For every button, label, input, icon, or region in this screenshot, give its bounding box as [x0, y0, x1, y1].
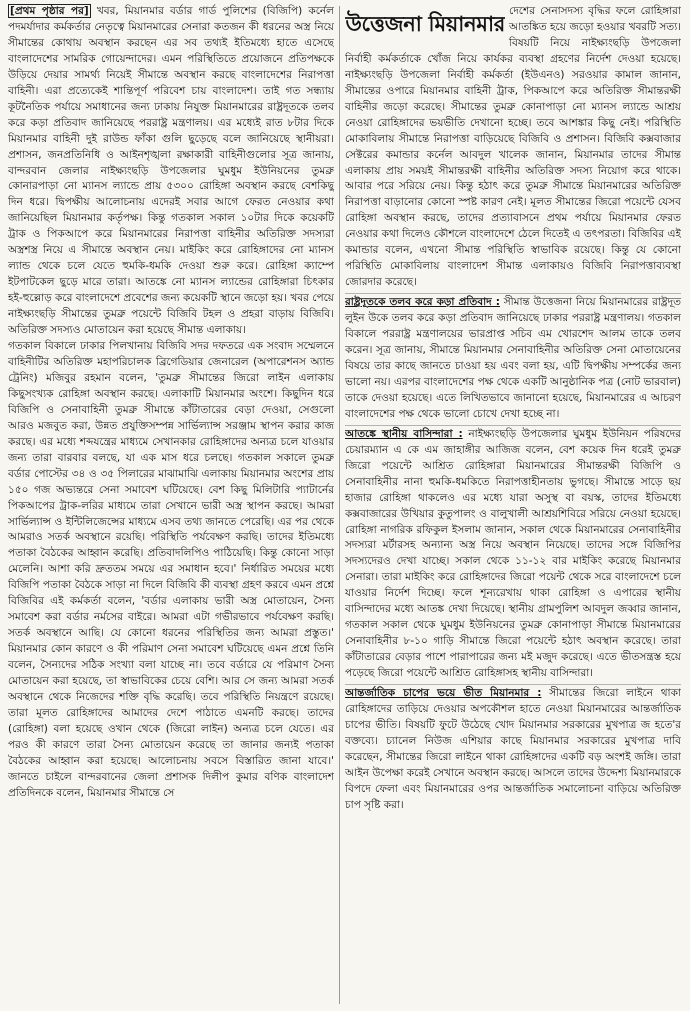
column-divider: [339, 6, 340, 1004]
left-column: [8, 4, 334, 1008]
section-rule: [345, 293, 681, 294]
continuation-tag-text: প্রথম পৃষ্ঠার পর: [14, 5, 84, 17]
subhead-international: আন্তর্জাতিক চাপের ভয়ে ভীত মিয়ানমার :: [345, 687, 542, 700]
section-international-text: সীমান্তের জিরো লাইনে থাকা রোহিঙ্গাদের তাড়িয়ে দেওয়ার অপকৌশল হাতে নেওয়া মিয়ানমারের আন্তর্জাতিক চাপের ভীতি। বিষয়টি ফুটে উঠেছে খোদ মিয়ানমার সরকারের মুখপাত্র জ হতে'র বক্তব্যে। চ্যানেল নিউজ এশিয়ার কাছে মিয়ানমার সরকারের মুখপাত্র দাবি করেছেন, সীমান্তের জিরো লাইনে থাকা রোহিঙ্গাদের একটি বড় অংশই জঙ্গি। তারা আইন উপেক্ষা করেই সেখানে অবস্থান করছে। আসলে তাদের উদ্দেশ্য মিয়ানমারকে বিপদে ফেলা এবং মিয়ানমারের ওপর আন্তর্জাতিক সমালোচনা বাড়িয়ে অতিরিক্ত চাপ সৃষ্টি করা।: [345, 687, 681, 811]
section-rule: [345, 684, 681, 685]
subhead-ambassador: রাষ্ট্রদূতকে তলব করে কড়া প্রতিবাদ :: [345, 296, 500, 309]
section-international: [345, 686, 681, 814]
left-paragraph-2: গতকাল বিকালে ঢাকার পিলখানায় বিজিবি সদর দফতরে এক সংবাদ সম্মেলনে বাহিনীটির অতিরিক্ত মহাপরিচালক ব্রিগেডিয়ার জেনারেল (অপারেশনস অ্যান্ড ট্রেনিং) মজিবুর রহমান বলেন, 'তুমব্রু সীমান্তের জিরো লাইন এলাকায় কিছুসংখ্যক রোহিঙ্গা অবস্থান করছে। এলাকাটি মিয়ানমার অংশে। কিছুদিন ধরে বিজিপি ও সেনাবাহিনী তুমব্রু সীমান্তে কাঁটাতারের বেড়া দেওয়া, সেগুলো আরও মজবুত করা, উন্নত প্রযুক্তিসম্পন্ন সার্ভিল্যান্স সরঞ্জাম স্থাপন করার কাজ করছে। এর মধ্যে শব্দযন্ত্রের মাধ্যমে সেখানকার রোহিঙ্গাদের অন্যত্র চলে যাওয়ার জন্য তারা বারবার বলছে, যা এক মাস ধরে চলছে। গতকাল সকালে তুমব্রু বর্ডার পোস্টের ৩৪ ও ৩৫ পিলারের মাঝামাঝি এলাকায় মিয়ানমার অংশের প্রায় ১৫০ গজ অভ্যন্তরে সেনা সমাবেশ ঘটিয়েছে। বেশ কিছু মিলিটারি প্যাটার্নের পিকআপের ট্রাক-লরির মাধ্যমে তারা সেখানে ভারী অস্ত্র স্থাপন করছে। আমরা সার্ভিল্যান্স ও ইন্টিলিজেন্সের মাধ্যমে এসব তথ্য জানতে পেরেছি। এর পর থেকে আমরাও সতর্ক অবস্থানে রয়েছি। পরিস্থিতি পর্যবেক্ষণ করছি। তাদের ইতিমধ্যে পতাকা বৈঠকের আহ্বান করেছি। প্রতিবাদলিপিও পাঠিয়েছি। কিন্তু কোনো সাড়া মেলেনি। আশা করি দ্রুততম সময়ে এর সমাধান হবে।' নির্ধারিত সময়ের মধ্যে বিজিপি পতাকা বৈঠকে সাড়া না দিলে বিজিবি কী ব্যবস্থা গ্রহণ করবে এমন প্রশ্নে বিজিবির এই কর্মকর্তা বলেন, 'বর্ডার এলাকায় ভারী অস্ত্র মোতায়েন, সৈন্য সমাবেশ করা বর্ডার নর্মসের বাইরে। আমরা এটা গভীরভাবে পর্যবেক্ষণ করছি। সতর্ক অবস্থানে আছি। যে কোনো ধরনের পরিস্থিতির জন্য আমরা প্রস্তুত।' মিয়ানমার কোন কারণে ও কী পরিমাণ সেনা সমাবেশ ঘটিয়েছে এমন প্রশ্নে তিনি বলেন, সৈন্যদের সঠিক সংখ্যা বলা যাচ্ছে না। তবে বর্ডারে যে পরিমাণ সৈন্য মোতায়েন করা হয়েছে, তা স্বাভাবিকের চেয়ে বেশি। আর সে জন্য আমরা সতর্ক অবস্থানে থেকে নিজেদের শক্তি বৃদ্ধি করেছি। তবে পরিস্থিতি নিয়ন্ত্রণে রয়েছে। তারা মূলত রোহিঙ্গাদের আমাদের দেশে পাঠাতে এমনটি করছে। তাদের (রোহিঙ্গা) বলা হয়েছে ওখান থেকে (জিরো লাইন) অন্যত্র চলে যেতে। এর পরও কী কারণে তারা সৈন্য মোতায়েন করেছে তা জানার জন্যই পতাকা বৈঠকের আহ্বান করা হয়েছে। আলোচনায় সবসে বিস্তারিত জানা যাবে।' জানতে চাইলে বান্দরবানের জেলা প্রশাসক দিলীপ কুমার বণিক বাংলাদেশ প্রতিদিনকে বলেন, মিয়ানমার সীমান্তে সে: [8, 340, 334, 799]
right-column: [345, 4, 681, 1008]
left-paragraph-1: [8, 4, 334, 339]
section-residents-text: নাইক্ষ্যংছড়ি উপজেলার ঘুমধুম ইউনিয়ন পরিষদের চেয়ারম্যান এ কে এম জাহাঙ্গীর আজিজ বলেন, বেশ কয়েক দিন ধরেই তুমব্রু জিরো পয়েন্টে আশ্রিত রোহিঙ্গারা মিয়ানমারের সীমান্তরক্ষী বিজিপি ও সেনাবাহিনীর নানা হুমকি-ধমকিতে নিরাপত্তাহীনতায় ভুগছে। সীমান্তে সাড়ে ছয় হাজার রোহিঙ্গা থাকলেও এর মধ্যে যারা অসুস্থ বা বয়স্ক, তাদের ইতিমধ্যে কক্সবাজারের উখিয়ার কুতুপালং ও বালুখালী আশ্রয়শিবিরে সরিয়ে নেওয়া হয়েছে। রোহিঙ্গা নাগরিক রফিকুল ইসলাম জানান, সকাল থেকে মিয়ানমারের সেনাবাহিনীর সদস্যরা মর্টারসহ অন্যান্য অস্ত্র নিয়ে অবস্থান নিয়েছে। তাদের সঙ্গে বিজিপির সদস্যদেরও দেখা যাচ্ছে। সকাল থেকে ১১-১২ বার মাইকিং করেছে মিয়ানমার সেনারা। তারা মাইকিং করে রোহিঙ্গাদের জিরো পয়েন্ট থেকে সরে বাংলাদেশে চলে যাওয়ার নির্দেশ দিচ্ছে। ফলে শূন্যরেখায় থাকা রোহিঙ্গা ও এপারের স্থানীয় বাসিন্দাদের মধ্যে আতঙ্ক দেখা দিয়েছে। স্থানীয় গ্রামপুলিশ আবদুল জব্বার জানান, গতকাল সকাল থেকে ঘুমধুম ইউনিয়নের তুমব্রু কোনাপাড়া সীমান্তে মিয়ানমারের সেনাবাহিনীর ৮-১০ গাড়ি সীমান্তে জিরো পয়েন্টে হঠাৎ অবস্থান করেছে। তারা কাঁটাতারের বেড়ার পাশে পারাপারের জন্য মই মজুদ করেছে। এতে ভীতসন্ত্রস্ত হয়ে পড়েছে জিরো পয়েন্টে আশ্রিত রোহিঙ্গাসহ স্থানীয় বাসিন্দারা।: [345, 427, 681, 680]
continuation-tag: [প্রথম পৃষ্ঠার পর]: [10, 5, 89, 17]
subhead-residents: আতঙ্কে স্থানীয় বাসিন্দারা :: [345, 427, 463, 440]
section-ambassador: [345, 295, 681, 423]
section-ambassador-text: সীমান্ত উত্তেজনা নিয়ে মিয়ানমারের রাষ্ট্রদূত লুইন উকে তলব করে কড়া প্রতিবাদ জানিয়েছে ঢাকার পররাষ্ট্র মন্ত্রণালয়। গতকাল বিকালে পররাষ্ট্র মন্ত্রণালয়ের ভারপ্রাপ্ত সচিব এম খোরশেদ আলম তাকে তলব করেন। সূত্র জানায়, সীমান্তে মিয়ানমার সেনাবাহিনীর অতিরিক্ত সেনা মোতায়েনের বিষয়ে তার কাছে জানতে চাওয়া হয় এবং বলা হয়, এটি দ্বিপক্ষীয় সম্পর্কের জন্য ভালো নয়। এরপর বাংলাদেশের পক্ষ থেকে একটি আনুষ্ঠানিক পত্র (নোট ভারবাল) তাকে দেওয়া হয়েছে। এতে লিখিতভাবে জানানো হয়েছে, মিয়ানমারের এ আচরণ বাংলাদেশের পক্ষ থেকে ভালো চোখে দেখা হচ্ছে না।: [345, 296, 681, 420]
headline-box: [345, 4, 505, 44]
right-paragraph-1: দেশের সেনাসদস্য বৃদ্ধির ফলে রোহিঙ্গারা আতঙ্কিত হয়ে জড়ো হওয়ার খবরটি সত্য। বিষয়টি নিয়ে নাইক্ষ্যংছড়ি উপজেলা নির্বাহী কর্মকর্তাকে খোঁজ নিয়ে কার্যকর ব্যবস্থা গ্রহণের নির্দেশ দেওয়া হয়েছে। নাইক্ষ্যংছড়ি উপজেলা নির্বাহী কর্মকর্তা (ইউএনও) সরওয়ার কামাল জানান, সীমান্তের ওপারে মিয়ানমার বাহিনী ট্রাক, পিকআপে করে অতিরিক্ত সীমান্তরক্ষী বাহিনীর জড়ো করেছে। সীমান্তের তুমব্রু কোনাপাড়া নো ম্যানস ল্যান্ডে আশ্রয় নেওয়া রোহিঙ্গাদের ভয়ভীতি দেখানো হচ্ছে। তবে আশঙ্কার কিছু নেই। পরিস্থিতি মোকাবিলায় সীমান্তে নিরাপত্তা বাড়িয়েছে বিজিবি ও প্রশাসন। বিজিবি কক্সবাজার সেক্টরের কমান্ডার কর্নেল আবদুল খালেক জানান, মিয়ানমার তাদের সীমান্ত এলাকায় প্রায় সময়ই সীমান্তরক্ষী বাহিনীর অতিরিক্ত সদস্য নিয়োগ করে থাকে। আবার পরে সরিয়ে নেয়। কিন্তু হঠাৎ করে তুমব্রু সীমান্তে মিয়ানমারের অতিরিক্ত নিরাপত্তা বাড়ানোর কোনো স্পষ্ট কারণ নেই। মূলত সীমান্তের জিরো পয়েন্টে যেসব রোহিঙ্গা অবস্থান করছে, তাদের প্রত্যাবাসনে প্রথম পর্যায়ে মিয়ানমার ফেরত নেওয়ার কথা দিলেও কৌশলে বাংলাদেশে ঠেলে দিতেই এ তৎপরতা। বিজিবির এই কমান্ডার বলেন, এখনো সীমান্ত পরিস্থিতি স্বাভাবিক রয়েছে। কিন্তু যে কোনো পরিস্থিতি মোকাবিলায় বাংলাদেশ সীমান্ত এলাকায়ও বিজিবি নিরাপত্তাব্যবস্থা জোরদার করেছে।: [345, 5, 681, 289]
section-rule: [345, 425, 681, 426]
left-paragraph-1-text: খবর, মিয়ানমার বর্ডার গার্ড পুলিশের (বিজিপি) কর্নেল পদমর্যাদার কর্মকর্তার নেতৃত্বে মিয়ানমারের সেনারা কতজন কী ধরনের অস্ত্র নিয়ে সীমান্তের কোথায় অবস্থান করছেন এর সব তথ্যই ইতিমধ্যে হাতে এসেছে বাংলাদেশের সামরিক গোয়েন্দাদের। এমন পরিস্থিতিতে প্রয়োজনে প্রতিপক্ষকে উড়িয়ে দেয়ার সামর্থ্য নিয়েই সীমান্তে অবস্থান করছে বাংলাদেশের নিরাপত্তা বাহিনী। এরা প্রত্যেকেই শান্তিপূর্ণ পরিবেশ চায় বাংলাদেশ। তাই গত সন্ধ্যায় কূটনৈতিক পর্যায়ে সমাধানের জন্য ঢাকায় নিযুক্ত মিয়ানমারের রাষ্ট্রদূতকে তলব করে কড়া প্রতিবাদ জানিয়েছে পররাষ্ট্র মন্ত্রণালয়। এর মধ্যেই রাত ৮টার দিকে মিয়ানমার বাহিনী দুই রাউন্ড ফাঁকা গুলি ছুড়েছে বলে জানিয়েছে স্থানীয়রা। প্রশাসন, জনপ্রতিনিধি ও আইনশৃঙ্খলা রক্ষাকারী বাহিনীগুলোর সূত্র জানায়, বান্দরবান জেলার নাইক্ষ্যংছড়ি উপজেলার ঘুমধুম ইউনিয়নের তুমব্রু কোনারপাড়া নো ম্যানস ল্যান্ডে প্রায় ৫৩০০ রোহিঙ্গা অবস্থান করছে বেশকিছু দিন ধরে। দ্বিপক্ষীয় আলোচনায় এদেরই সবার আগে ফেরত নেওয়ার কথা জানিয়েছিল মিয়ানমার কর্তৃপক্ষ। কিন্তু গতকাল সকাল ১০টার দিকে কয়েকটি ট্রাক ও পিকআপে করে মিয়ানমারের নিরাপত্তা বাহিনীর অতিরিক্ত সদস্যরা অস্ত্রশস্ত্র নিয়ে এ সীমান্তে অবস্থান নেয়। মাইকিং করে রোহিঙ্গাদের নো ম্যানস ল্যান্ড থেকে চলে যেতে হুমকি-ধমকি দেওয়া শুরু করে। রোহিঙ্গা ক্যাম্পে ইটপাটকেল ছুড়ে মারে তারা। আতঙ্কে নো ম্যানস ল্যান্ডের রোহিঙ্গারা চিৎকার হই-হুল্লোড় করে বাংলাদেশে প্রবেশের জন্য কয়েকটি স্থানে জড়ো হয়। খবর পেয়ে নাইক্ষ্যংছড়ি সীমান্তের তুমব্রু পয়েন্টে বিজিবি টহল ও প্রহরা বাড়ায় বিজিবি। অতিরিক্ত সদস্যও মোতায়েন করা হয়েছে সীমান্ত এলাকায়।: [8, 5, 334, 337]
section-residents: [345, 427, 681, 682]
headline: উত্তেজনা মিয়ানমার: [345, 12, 505, 36]
